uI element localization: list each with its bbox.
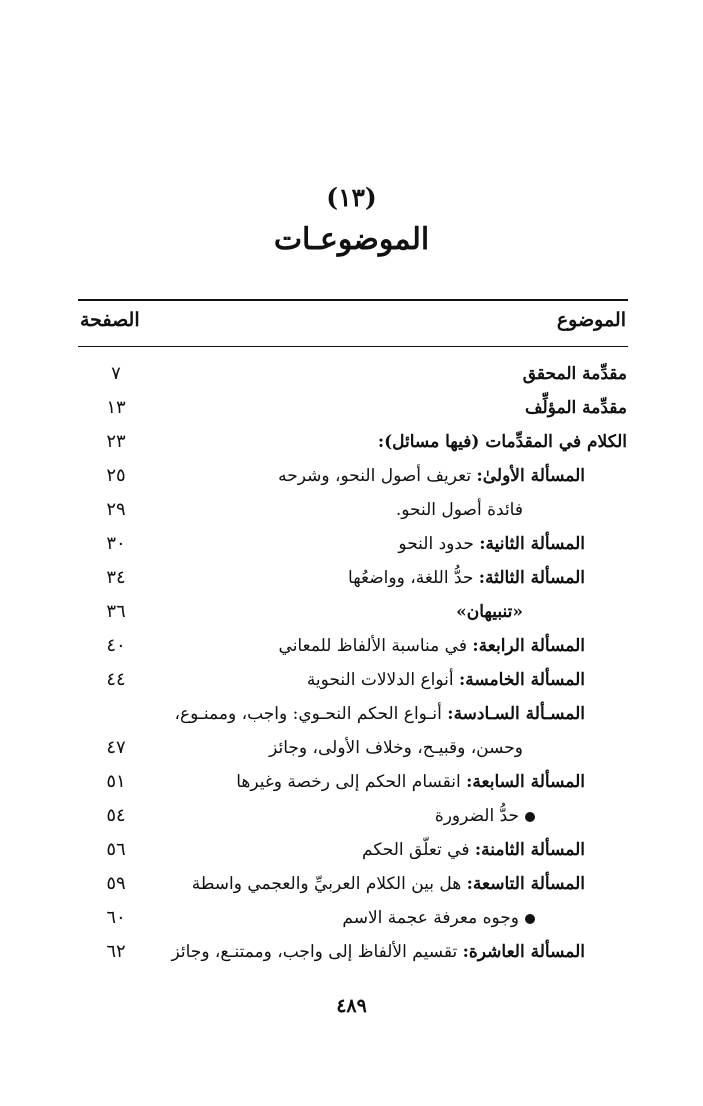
page-title: الموضوعـات: [273, 222, 430, 257]
contents-row: [0, 391, 703, 425]
contents-entry: [172, 935, 585, 969]
entry-text: انقسام الحكم إلى رخصة وغيرها: [236, 772, 467, 792]
entry-page-number: ٤٤: [106, 669, 126, 690]
contents-entry: [192, 867, 585, 901]
contents-entry: [348, 561, 585, 595]
entry-lead: المسألة العاشرة:: [462, 942, 585, 962]
entry-page-number: ٥٦: [106, 839, 126, 860]
entry-page-number: ٦٢: [106, 941, 126, 962]
contents-row: [0, 561, 703, 595]
entry-page-number: ٥١: [106, 771, 126, 792]
entry-page-number: ٢٩: [106, 499, 126, 520]
contents-entry: [236, 765, 585, 799]
contents-row: [0, 663, 703, 697]
contents-row: [0, 765, 703, 799]
table-header-rule: [78, 346, 628, 347]
entry-lead: المسألة الأولىٰ:: [476, 466, 585, 486]
entry-page-number: ٥٩: [106, 873, 126, 894]
column-header-page: الصفحة: [80, 309, 140, 331]
contents-row: [0, 867, 703, 901]
entry-page-number: ١٣: [106, 397, 126, 418]
contents-list: [0, 357, 703, 969]
contents-row: [0, 731, 703, 765]
contents-entry: [435, 799, 535, 833]
entry-text: وجوه معرفة عجمة الاسم: [342, 908, 519, 928]
contents-row: [0, 697, 703, 731]
contents-row: [0, 493, 703, 527]
contents-entry: [269, 731, 523, 765]
contents-row: [0, 459, 703, 493]
entry-page-number: ٢٥: [106, 465, 126, 486]
entry-lead: مقدِّمة المؤلِّف: [524, 398, 627, 418]
entry-lead: المسـألة السـادسة:: [447, 704, 585, 724]
contents-row: [0, 595, 703, 629]
column-header-topic: الموضوع: [556, 309, 626, 331]
contents-row: [0, 425, 703, 459]
entry-page-number: ٦٠: [106, 907, 126, 928]
contents-entry: [396, 493, 523, 527]
entry-text: تقسيم الألفاظ إلى واجب، وممتنـع، وجائز: [171, 942, 463, 962]
entry-page-number: ٧: [111, 363, 121, 384]
entry-lead: المسألة الثانية:: [479, 534, 585, 554]
entry-lead: «تنبيهان»: [456, 602, 523, 622]
contents-entry: [278, 459, 585, 493]
entry-page-number: ٤٧: [106, 737, 126, 758]
entry-text: هل بين الكلام العربيِّ والعجمي واسطة: [191, 874, 467, 894]
entry-page-number: ٣٠: [106, 533, 126, 554]
entry-lead: المسألة الخامسة:: [458, 670, 585, 690]
contents-row: [0, 629, 703, 663]
page-number: ٤٨٩: [336, 995, 367, 1017]
contents-entry: [523, 357, 627, 391]
table-top-rule: [78, 299, 628, 301]
bullet-icon: [525, 812, 535, 822]
contents-row: [0, 935, 703, 969]
entry-lead: المسألة الرابعة:: [472, 636, 585, 656]
contents-row: [0, 901, 703, 935]
entry-lead: المسألة الثالثة:: [478, 568, 585, 588]
entry-lead: المسألة السابعة:: [466, 772, 585, 792]
bullet-icon: [525, 914, 535, 924]
entry-lead: الكلام في المقدِّمات (فيها مسائل):: [377, 432, 627, 452]
contents-row: [0, 527, 703, 561]
entry-text: حدُّ الضرورة: [434, 806, 519, 826]
contents-entry: [342, 901, 535, 935]
entry-page-number: ٤٠: [106, 635, 126, 656]
contents-row: [0, 833, 703, 867]
entry-page-number: ٣٦: [106, 601, 126, 622]
entry-text: في تعلّق الحكم: [362, 840, 475, 860]
entry-lead: المسألة التاسعة:: [466, 874, 585, 894]
contents-entry: [175, 697, 585, 731]
entry-text: حدُّ اللغة، وواضعُها: [348, 568, 479, 588]
entry-text: في مناسبة الألفاظ للمعاني: [278, 636, 473, 656]
entry-text: تعريف أصول النحو، وشرحه: [278, 466, 477, 486]
contents-row: [0, 357, 703, 391]
contents-entry: [362, 833, 585, 867]
entry-page-number: ٢٣: [106, 431, 126, 452]
entry-page-number: ٣٤: [106, 567, 126, 588]
contents-row: [0, 799, 703, 833]
contents-entry: [525, 391, 627, 425]
entry-text: أنواع الدلالات النحوية: [306, 670, 459, 690]
contents-entry: [378, 425, 627, 459]
entry-page-number: ٥٤: [106, 805, 126, 826]
contents-entry: [398, 527, 585, 561]
entry-lead: مقدِّمة المحقق: [522, 364, 627, 384]
contents-entry: [456, 595, 523, 629]
section-number: (١٣): [326, 183, 377, 212]
entry-text: وحسن، وقبيـح، وخلاف الأولى، وجائز: [269, 738, 523, 758]
entry-text: فائدة أصول النحو.: [395, 500, 523, 520]
entry-lead: المسألة الثامنة:: [474, 840, 585, 860]
entry-text: أنـواع الحكم النحـوي: واجب، وممنـوع،: [174, 704, 448, 724]
entry-text: حدود النحو: [398, 534, 480, 554]
contents-entry: [279, 629, 585, 663]
contents-entry: [307, 663, 585, 697]
